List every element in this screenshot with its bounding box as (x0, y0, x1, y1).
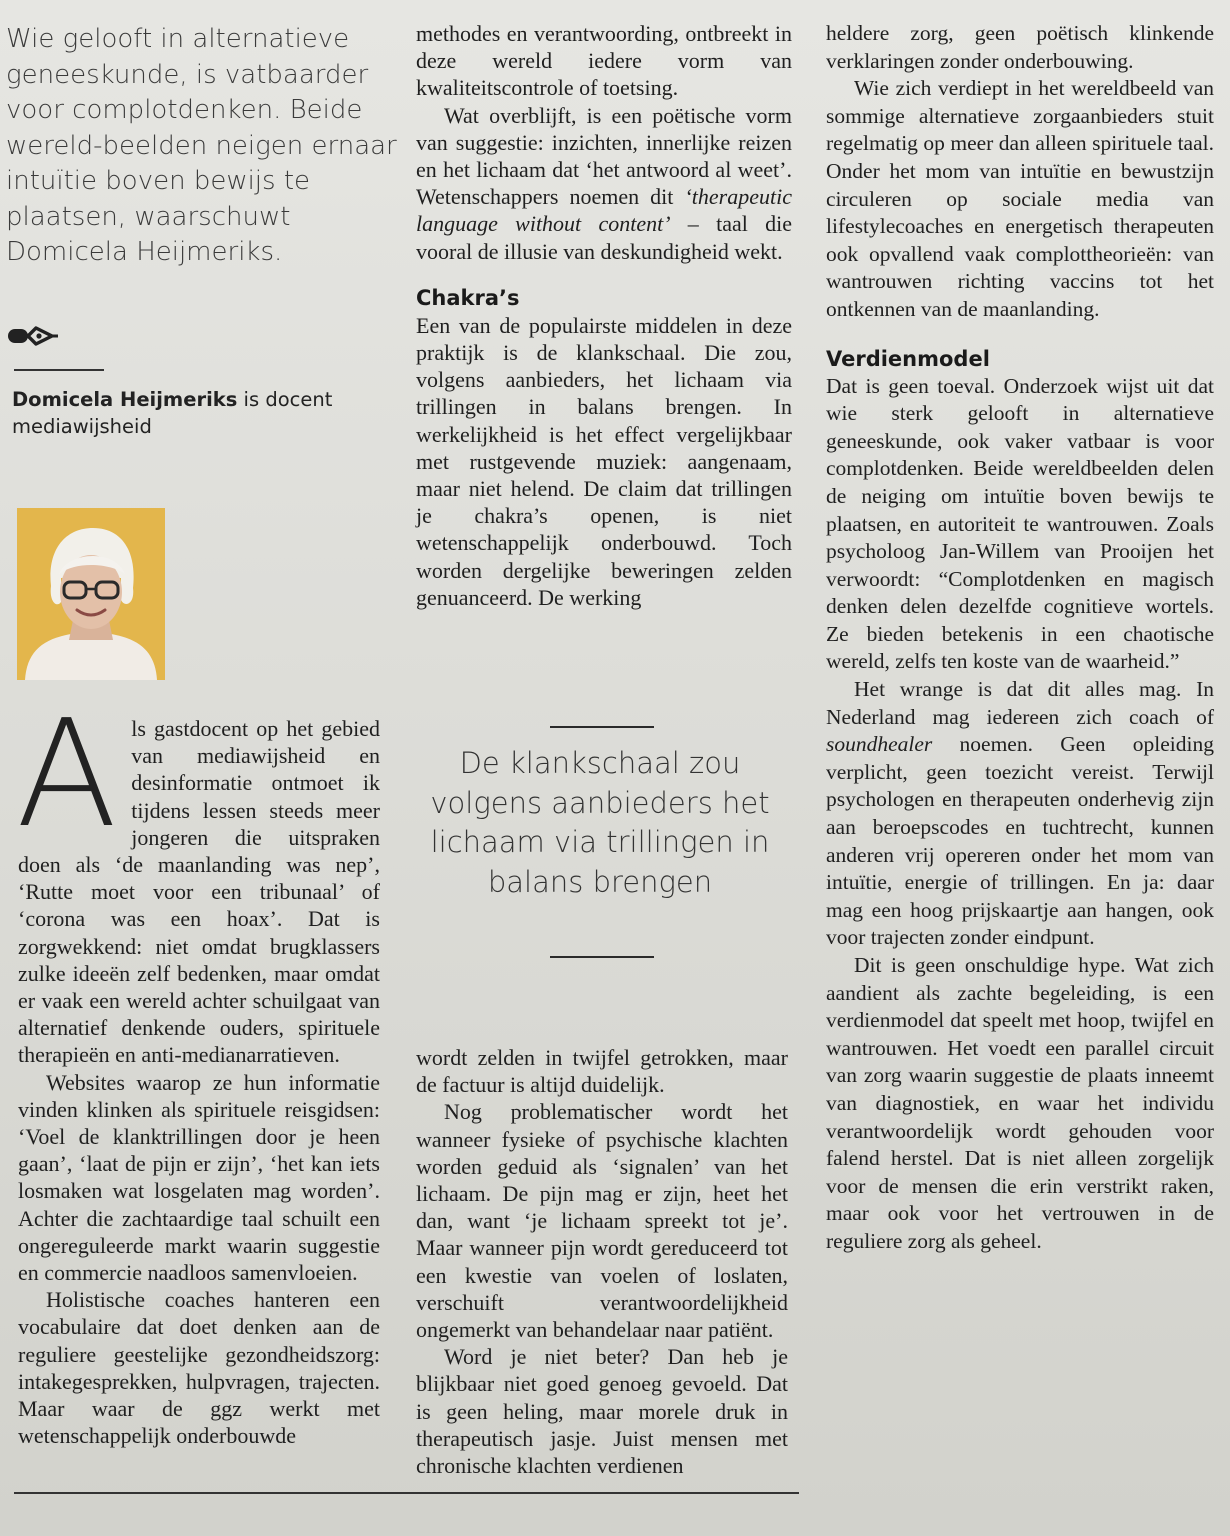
column-3 (826, 20, 1214, 1256)
author-name: Domicela Heijmeriks (12, 388, 238, 411)
column-2-top (416, 20, 792, 611)
pullquote-rule-bottom (550, 956, 654, 958)
paragraph: Holistische coaches hanteren een vocabulaire dat doet denken aan de reguliere geestelijke gezondheidszorg: intakegesprekken, hulpvragen, trajecten. Maar waar de ggz werkt met wetenschappelijk onderbouwde (18, 1287, 380, 1449)
paragraph: Dit is geen onschuldige hype. Wat zich aandient als zachte begeleiding, is een verdienmodel dat speelt met hoop, twijfel en wantrouwen. Het voedt een parallel circuit van zorg waarin suggestie de plaats inneemt van diagnostiek, en waar het individu verantwoordelijk wordt gehouden voor falend herstel. Dat is niet alleen zorgelijk voor de mensen die erin verstrikt raken, maar ook voor het vertrouwen in de reguliere zorg als geheel. (826, 953, 1214, 1253)
byline-rule (14, 369, 104, 371)
author-portrait (17, 508, 165, 680)
paragraph: heldere zorg, geen poëtisch klinkende verklaringen zonder onderbouwing. (826, 21, 1214, 73)
drop-cap: A (16, 688, 118, 860)
paragraph: Nog problematischer wordt het wanneer fysieke of psychische klachten worden geduid als ‘signalen’ van het lichaam. De pijn mag er zijn, heet het dan, want ‘je lichaam spreekt tot je’. Maar wanneer pijn wordt gereduceerd tot een kwestie van voelen of loslaten, verschuift verantwoordelijkheid ongemerkt van behandelaar naar patiënt. (416, 1099, 788, 1343)
pullquote-rule-top (550, 726, 654, 728)
subheading-verdienmodel: Verdienmodel (826, 346, 990, 371)
byline (12, 386, 372, 440)
bottom-rule (14, 1492, 799, 1494)
intro-lede: Wie gelooft in alternatieve geneeskunde, is vatbaarder voor complotdenken. Beide wereld-beelden neigen ernaar intuïtie boven bewijs te plaatsen, waarschuwt Domicela Heijmeriks. (6, 24, 397, 267)
paragraph: Het wrange is dat dit alles mag. In Nederland mag iedereen zich coach of soundhealer noemen. Geen opleiding verplicht, geen toezicht vereist. Terwijl psychologen en therapeuten onderhevig zijn aan beroepscodes en tuchtrecht, kunnen anderen vrij opereren onder het mom van intuïtie, energie of trillingen. En ja: daar mag een hoog prijskaartje aan hangen, ook voor trajecten zonder eindpunt. (826, 677, 1214, 950)
column-1 (16, 688, 380, 1449)
author-role: is docent mediawijsheid (12, 388, 333, 438)
paragraph: Dat is geen toeval. Onderzoek wijst uit dat wie sterk gelooft in alternatieve geneeskunde, ook vaker vatbaar is voor complotdenken. Beide wereldbeelden delen de neiging om intuïtie boven bewijs te plaatsen, en autoriteit te wantrouwen. Zoals psycholoog Jan-Willem van Prooijen het verwoordt: “Complotdenken en magisch denken delen dezelfde cognitieve wortels. Ze bieden betekenis in een chaotische wereld, zelfs ten koste van de waarheid.” (826, 373, 1214, 674)
paragraph: Wie zich verdiept in het wereldbeeld van sommige alternatieve zorgaanbieders stuit regelmatig op meer dan alleen spirituele taal. Onder het mom van intuïtie en bewustzijn circuleren op sociale media van lifestylecoaches en energetisch therapeuten ook opvallend vaak complottheorieën: van wantrouwen richting vaccins tot het ontkennen van de maanlanding. (826, 76, 1214, 321)
opening-paragraph: Als gastdocent op het gebied van mediawijsheid en desinformatie ontmoet ik tijdens lessen steeds meer jongeren die uitspraken doen als ‘de maanlanding was nep’, ‘Rutte moet voor een tribunaal’ of ‘corona was een hoax’. Dat is zorgwekkend: niet omdat brugklassers zulke ideeën zelf bedenken, maar omdat er vaak een wereld achter schuilgaat van alternatief denkende ouders, spirituele therapieën en anti-medianarratieven. (16, 688, 380, 1068)
paragraph: Websites waarop ze hun informatie vinden klinken als spirituele reisgidsen: ‘Voel de klanktrillingen door je heen gaan’, ‘laat de pijn er zijn’, ‘het kan iets losmaken wat losgelaten mag worden’. Achter die zachtaardige taal schuilt een ongereguleerde markt waarin suggestie en commercie naadloos samenvloeien. (18, 1069, 380, 1286)
paragraph: methodes en verantwoording, ontbreekt in deze wereld iedere vorm van kwaliteitscontrole of toetsing. (416, 21, 792, 101)
paragraph: Wat overblijft, is een poëtische vorm van suggestie: inzichten, innerlijke reizen en het lichaam dat ‘het antwoord al weet’. Wetenschappers noemen dit ‘therapeutic language without content’ – taal die vooral de illusie van deskundigheid wekt. (416, 102, 792, 264)
paragraph: Word je niet beter? Dan heb je blijkbaar niet goed genoeg gevoeld. Dat is geen heling, maar morele druk in therapeutisch jasje. Juist mensen met chronische klachten verdienen (416, 1344, 788, 1479)
pen-nib-icon (8, 322, 58, 350)
paragraph: Een van de populairste middelen in deze praktijk is de klankschaal. Die zou, volgens aanbieders, het lichaam via trillingen in balans brengen. In werkelijkheid is het effect vergelijkbaar met rustgevende muziek: aangenaam, maar niet helend. De claim dat trillingen je chakra’s openen, is niet wetenschappelijk onderbouwd. Toch worden dergelijke beweringen zelden genuanceerd. De werking (416, 312, 792, 610)
subheading-chakras: Chakra’s (416, 285, 520, 310)
paragraph: wordt zelden in twijfel getrokken, maar de factuur is altijd duidelijk. (416, 1045, 788, 1098)
pullquote: De klankschaal zou volgens aanbieders het lichaam via trillingen in balans brengen (430, 746, 770, 899)
column-2-bottom (416, 1044, 788, 1479)
